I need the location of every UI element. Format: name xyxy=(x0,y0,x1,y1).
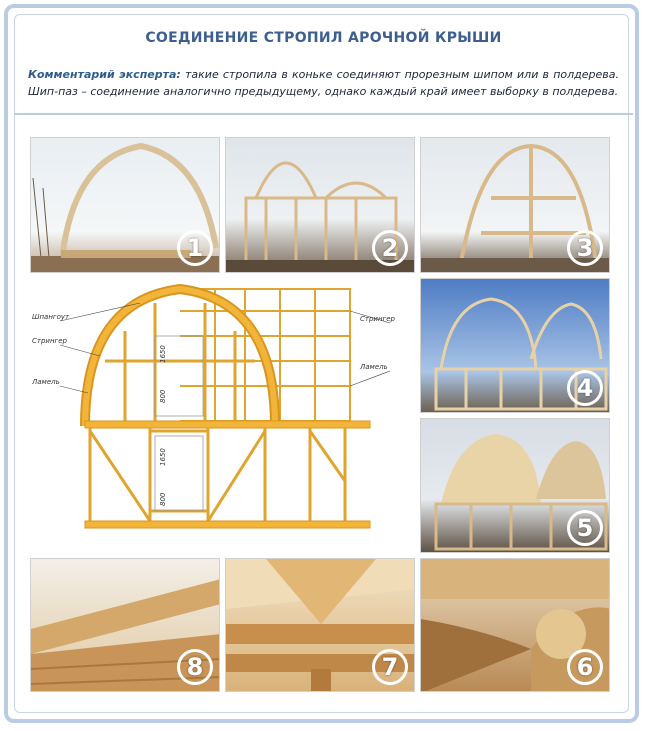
dim-top-1650: 1650 xyxy=(159,345,167,363)
photo-4 xyxy=(420,278,610,413)
photo-6-number: 6 xyxy=(567,649,603,685)
frame-diagram-drawing xyxy=(30,281,415,551)
photo-7-number: 7 xyxy=(372,649,408,685)
photo-3-number: 3 xyxy=(567,230,603,266)
expert-comment-lead: Комментарий эксперта: xyxy=(28,68,181,81)
divider xyxy=(14,113,633,115)
photo-1-number: 1 xyxy=(177,230,213,266)
photo-8-number: 8 xyxy=(177,649,213,685)
photo-2 xyxy=(225,137,415,273)
label-stringer-right: Стрингер xyxy=(360,315,395,323)
photo-5-number: 5 xyxy=(567,510,603,546)
page-title: СОЕДИНЕНИЕ СТРОПИЛ АРОЧНОЙ КРЫШИ xyxy=(145,30,502,46)
photo-6 xyxy=(420,558,610,692)
label-lamel-left: Ламель xyxy=(32,378,60,386)
photo-2-number: 2 xyxy=(372,230,408,266)
label-stringer-left: Стрингер xyxy=(32,337,67,345)
dim-bottom-800: 800 xyxy=(159,492,167,506)
dim-top-800: 800 xyxy=(159,389,167,403)
photo-7 xyxy=(225,558,415,692)
expert-comment-text: такие стропила в коньке соединяют прорезным шипом или в полдерева. Шип-паз – соединение аналогично предыдущему, однако каждый край имеет выборку в полдерева. xyxy=(28,68,619,98)
label-lamel-right: Ламель xyxy=(360,363,388,371)
frame-diagram xyxy=(30,281,415,551)
photo-8 xyxy=(30,558,220,692)
label-shpangout: Шпангоут xyxy=(32,313,70,321)
photo-1 xyxy=(30,137,220,273)
photo-3 xyxy=(420,137,610,273)
photo-4-number: 4 xyxy=(567,370,603,406)
expert-comment xyxy=(28,66,619,100)
dim-bottom-1650: 1650 xyxy=(159,448,167,466)
photo-5 xyxy=(420,418,610,553)
